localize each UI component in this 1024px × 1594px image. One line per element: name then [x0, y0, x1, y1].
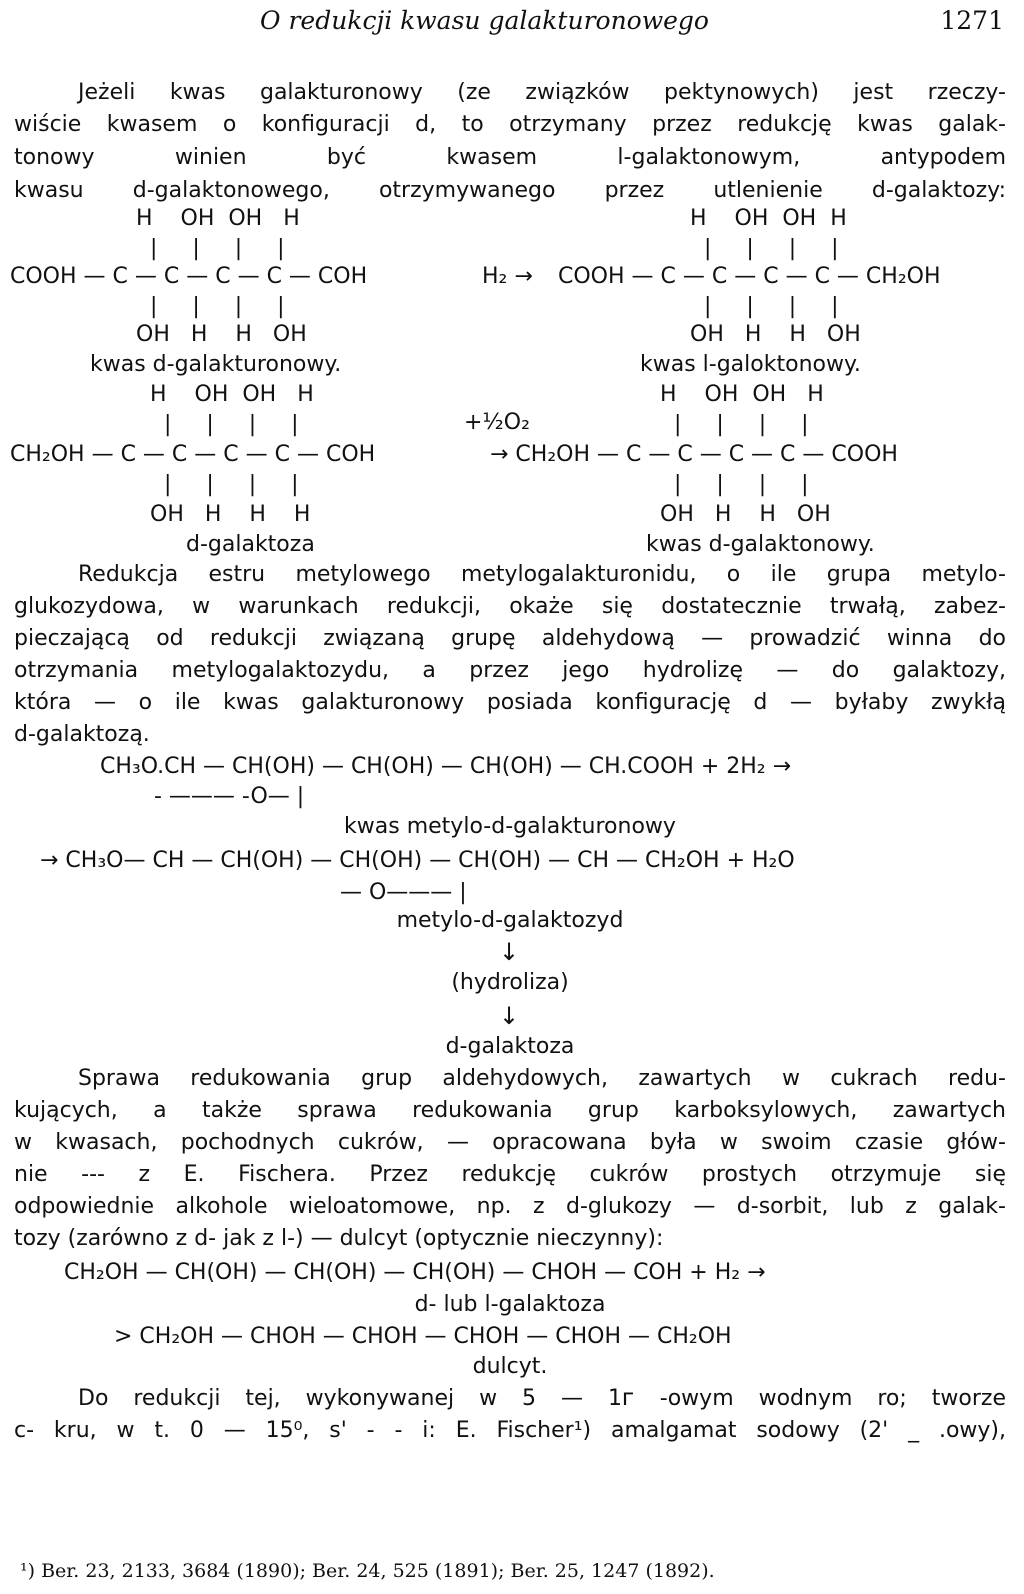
down-arrow-icon: ↓	[499, 938, 520, 966]
paragraph-2-line: Redukcja estru metylowego metylogalakturonidu, o ile grupa metylo-	[78, 562, 1006, 587]
formula-2-left-row: | | | |	[164, 412, 299, 437]
paragraph-1-line: kwasu d-galaktonowego, otrzymywanego przez utlenienie d-galaktozy:	[14, 178, 1006, 203]
formula-4-row: > CH₂OH — CHOH — CHOH — CHOH — CHOH — CH₂OH	[114, 1324, 732, 1349]
formula-2-left-row: OH H H H	[150, 502, 311, 527]
paragraph-3-line: w kwasach, pochodnych cukrów, — opracowana była w swoim czasie głów-	[14, 1130, 1006, 1155]
formula-2-right-row: OH H H OH	[660, 502, 831, 527]
paragraph-2-line: glukozydowa, w warunkach redukcji, okaże się dostatecznie trwałą, zabez-	[14, 594, 1006, 619]
formula-3-label: kwas metylo-d-galakturonowy	[344, 814, 676, 839]
formula-2-left-row: CH₂OH — C — C — C — C — COH	[10, 442, 376, 467]
formula-2-left-row: | | | |	[164, 472, 299, 497]
formula-3-label: d-galaktoza	[445, 1034, 575, 1059]
formula-4-row: CH₂OH — CH(OH) — CH(OH) — CH(OH) — CHOH — COH + H₂ →	[64, 1260, 766, 1285]
paragraph-4-line: Do redukcji tej, wykonywanej w 5 — 1ᴦ -owym wodnym ro; tworze	[78, 1386, 1006, 1411]
formula-1-right-row: | | | |	[704, 236, 839, 261]
formula-1-left-row: OH H H OH	[136, 322, 307, 347]
paragraph-1-line: wiście kwasem o konfiguracji d, to otrzymany przez redukcję kwas galak-	[14, 112, 1006, 137]
paragraph-2-line: d-galaktozą.	[14, 722, 150, 747]
page-number: 1271	[940, 6, 1004, 35]
paragraph-1-line: Jeżeli kwas galakturonowy (ze związków pektynowych) jest rzeczy-	[78, 80, 1006, 105]
paragraph-2-line: otrzymania metylogalaktozydu, a przez jego hydrolizę — do galaktozy,	[14, 658, 1006, 683]
formula-1-right-row: OH H H OH	[690, 322, 861, 347]
formula-1-left-row: H OH OH H	[136, 206, 300, 231]
formula-3-ring-line: — O——— |	[340, 880, 467, 905]
formula-2-left-label: d-galaktoza	[186, 532, 315, 557]
formula-3-ring-line: - ——— -O— |	[154, 784, 305, 809]
formula-1-left-row: COOH — C — C — C — C — COH	[10, 264, 368, 289]
formula-3-row: → CH₃O— CH — CH(OH) — CH(OH) — CH(OH) — CH — CH₂OH + H₂O	[40, 848, 795, 873]
formula-1-right-row: | | | |	[704, 294, 839, 319]
paragraph-2-line: która — o ile kwas galakturonowy posiada konfigurację d — byłaby zwykłą	[14, 690, 1006, 715]
down-arrow-icon: ↓	[499, 1002, 520, 1030]
paragraph-3-line: nie --- z E. Fischera. Przez redukcję cukrów prostych otrzymuje się	[14, 1162, 1006, 1187]
formula-3-row: CH₃O.CH — CH(OH) — CH(OH) — CH(OH) — CH.COOH + 2H₂ →	[100, 754, 792, 779]
footnote: ¹) Ber. 23, 2133, 3684 (1890); Ber. 24, 525 (1891); Ber. 25, 1247 (1892).	[20, 1560, 715, 1582]
formula-3-label: metylo-d-galaktozyd	[396, 908, 624, 933]
formula-2-right-row: | | | |	[674, 412, 809, 437]
formula-4-label: dulcyt.	[472, 1354, 548, 1379]
paragraph-3-line: tozy (zarówno z d- jak z l-) — dulcyt (optycznie nieczynny):	[14, 1226, 664, 1251]
formula-3-label: (hydroliza)	[451, 970, 569, 995]
formula-1-reagent: H₂ →	[482, 264, 533, 289]
formula-2-right-row: H OH OH H	[660, 382, 824, 407]
formula-1-left-row: | | | |	[150, 236, 285, 261]
paragraph-2-line: pieczającą od redukcji związaną grupę aldehydową — prowadzić winna do	[14, 626, 1006, 651]
formula-2-right-row: | | | |	[674, 472, 809, 497]
running-header-title: O redukcji kwasu galakturonowego	[260, 6, 709, 35]
formula-2-right-label: kwas d-galaktonowy.	[646, 532, 875, 557]
paragraph-1-line: tonowy winien być kwasem l-galaktonowym, antypodem	[14, 145, 1006, 170]
formula-2-right-row: → CH₂OH — C — C — C — C — COOH	[490, 442, 898, 467]
paragraph-3-line: odpowiednie alkohole wieloatomowe, np. z d-glukozy — d-sorbit, lub z galak-	[14, 1194, 1006, 1219]
formula-2-left-row: H OH OH H	[150, 382, 314, 407]
formula-2-reagent: +½O₂	[464, 410, 530, 435]
formula-1-right-row: H OH OH H	[690, 206, 847, 231]
paragraph-3-line: kujących, a także sprawa redukowania grup karboksylowych, zawartych	[14, 1098, 1006, 1123]
formula-4-label: d- lub l-galaktoza	[414, 1292, 606, 1317]
paragraph-3-line: Sprawa redukowania grup aldehydowych, zawartych w cukrach redu-	[78, 1066, 1006, 1091]
formula-1-left-row: | | | |	[150, 294, 285, 319]
formula-1-right-row: COOH — C — C — C — C — CH₂OH	[558, 264, 941, 289]
paragraph-4-line: c- kru, w t. 0 — 15⁰, s' - - i: E. Fischer¹) amalgamat sodowy (2' _ .owy),	[14, 1418, 1006, 1443]
formula-1-right-label: kwas l-galoktonowy.	[640, 352, 861, 377]
formula-1-left-label: kwas d-galakturonowy.	[90, 352, 342, 377]
